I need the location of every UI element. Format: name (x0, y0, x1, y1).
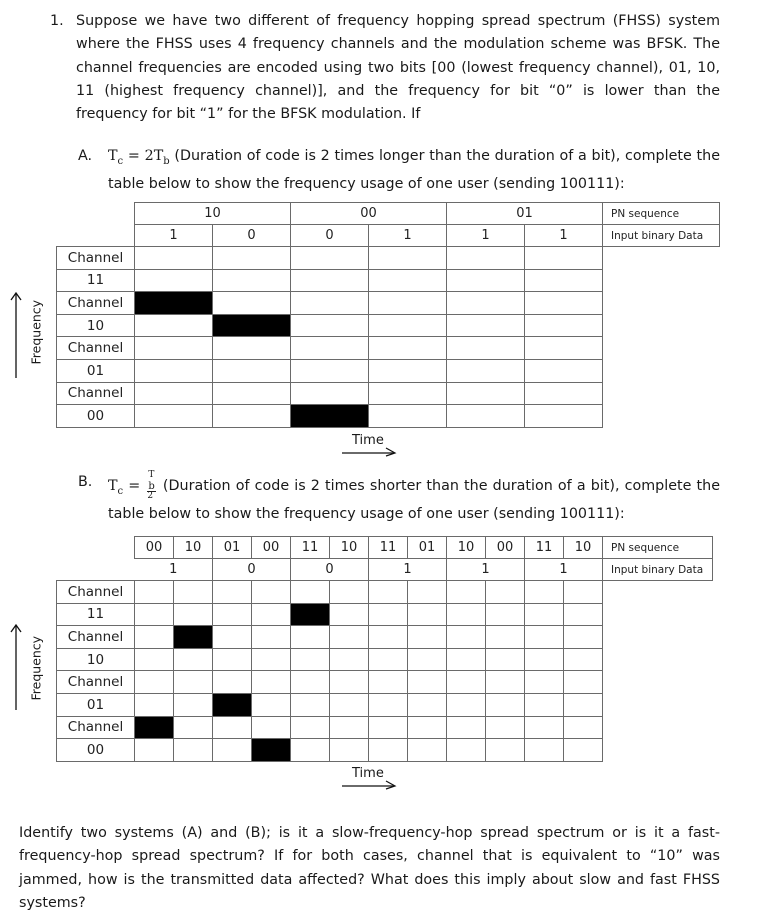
grid-cell[interactable] (213, 292, 291, 315)
input-bit-cell[interactable]: 0 (291, 225, 369, 247)
grid-cell[interactable] (447, 671, 486, 694)
time-axis-label: Time (352, 766, 384, 781)
grid-cell[interactable] (174, 693, 213, 716)
part-a-text (78, 145, 720, 196)
grid-cell[interactable] (564, 693, 603, 716)
grid-cell[interactable] (369, 292, 447, 315)
pn-sequence-label: PN sequence (603, 203, 720, 225)
pn-cell[interactable]: 11 (525, 537, 564, 559)
grid-cell[interactable] (330, 603, 369, 626)
grid-cell[interactable] (486, 603, 525, 626)
grid-cell[interactable] (291, 314, 369, 337)
channel-label: 01 (57, 359, 135, 382)
input-data-label: Input binary Data (603, 225, 720, 247)
grid-cell[interactable] (174, 648, 213, 671)
grid-cell[interactable] (525, 314, 603, 337)
channel-label: Channel (57, 382, 135, 405)
grid-cell[interactable] (135, 693, 174, 716)
grid-cell[interactable] (486, 739, 525, 762)
grid-cell[interactable] (330, 581, 369, 604)
grid-cell[interactable] (369, 626, 408, 649)
grid-cell[interactable] (291, 359, 369, 382)
grid-cell[interactable] (213, 247, 291, 270)
grid-cell[interactable] (447, 247, 525, 270)
part-b-label: B. (78, 474, 93, 490)
grid-cell[interactable] (447, 269, 525, 292)
input-bit-cell[interactable]: 0 (213, 225, 291, 247)
grid-cell[interactable] (213, 382, 291, 405)
grid-cell[interactable] (330, 626, 369, 649)
grid-cell[interactable] (135, 247, 213, 270)
pn-cell[interactable]: 11 (369, 537, 408, 559)
part-b-equation: $T_c$ = T $_b$ 2 (108, 470, 155, 501)
grid-cell[interactable] (369, 648, 408, 671)
grid-cell[interactable] (525, 292, 603, 315)
grid-cell[interactable] (525, 405, 603, 428)
grid-cell[interactable] (174, 739, 213, 762)
input-bit-cell[interactable]: 1 (369, 225, 447, 247)
pn-cell[interactable]: 10 (330, 537, 369, 559)
grid-cell[interactable] (369, 603, 408, 626)
grid-cell[interactable] (330, 716, 369, 739)
grid-cell[interactable] (369, 382, 447, 405)
grid-cell[interactable] (213, 337, 291, 360)
grid-cell[interactable] (252, 603, 291, 626)
grid-cell[interactable] (135, 739, 174, 762)
grid-cell[interactable] (408, 603, 447, 626)
frequency-axis-label: Frequency (28, 635, 44, 701)
grid-cell[interactable] (525, 716, 564, 739)
grid-cell[interactable] (525, 247, 603, 270)
pn-cell[interactable]: 11 (291, 537, 330, 559)
channel-label: 11 (57, 603, 135, 626)
pn-cell[interactable]: 01 (213, 537, 252, 559)
grid-cell[interactable] (213, 405, 291, 428)
grid-cell[interactable] (291, 581, 330, 604)
grid-cell[interactable] (213, 603, 252, 626)
grid-cell[interactable] (486, 716, 525, 739)
grid-cell[interactable] (447, 693, 486, 716)
grid-cell[interactable] (135, 337, 213, 360)
grid-cell[interactable] (252, 739, 291, 762)
grid-cell[interactable] (564, 626, 603, 649)
channel-label: 10 (57, 648, 135, 671)
pn-cell[interactable]: 00 (486, 537, 525, 559)
grid-cell[interactable] (135, 382, 213, 405)
grid-cell[interactable] (447, 337, 525, 360)
input-bit-cell[interactable]: 1 (369, 559, 447, 581)
grid-cell[interactable] (291, 382, 369, 405)
pn-cell[interactable]: 00 (135, 537, 174, 559)
grid-cell[interactable] (213, 314, 291, 337)
grid-cell[interactable] (291, 693, 330, 716)
time-axis-label: Time (352, 433, 384, 448)
grid-cell[interactable] (135, 405, 213, 428)
grid-cell[interactable] (291, 292, 369, 315)
pn-cell[interactable]: 01 (408, 537, 447, 559)
grid-cell[interactable] (213, 359, 291, 382)
grid-cell[interactable] (486, 626, 525, 649)
grid-cell[interactable] (291, 671, 330, 694)
grid-cell[interactable] (174, 603, 213, 626)
time-arrow-icon (340, 778, 400, 790)
grid-cell[interactable] (525, 382, 603, 405)
frequency-arrow-icon (6, 290, 26, 380)
part-b-description: (Duration of code is 2 times shorter than the duration of a bit), complete the table below to show the frequency usage of one user (sending 100111): (108, 477, 720, 523)
grid-cell[interactable] (291, 405, 369, 428)
grid-cell[interactable] (447, 292, 525, 315)
pn-cell[interactable]: 10 (135, 203, 291, 225)
grid-cell[interactable] (174, 626, 213, 649)
grid-cell[interactable] (525, 337, 603, 360)
grid-cell[interactable] (408, 626, 447, 649)
grid-cell[interactable] (135, 581, 174, 604)
grid-cell[interactable] (135, 648, 174, 671)
grid-cell[interactable] (213, 693, 252, 716)
grid-cell[interactable] (330, 739, 369, 762)
pn-sequence-label: PN sequence (603, 537, 713, 559)
grid-cell[interactable] (369, 314, 447, 337)
grid-cell[interactable] (330, 693, 369, 716)
grid-cell[interactable] (252, 581, 291, 604)
grid-cell[interactable] (291, 247, 369, 270)
question-number: 1. (50, 13, 64, 29)
grid-cell[interactable] (369, 269, 447, 292)
channel-label: Channel (57, 626, 135, 649)
grid-cell[interactable] (213, 648, 252, 671)
frequency-arrow-icon (6, 622, 26, 712)
channel-label: 00 (57, 405, 135, 428)
grid-cell[interactable] (447, 581, 486, 604)
grid-cell[interactable] (564, 716, 603, 739)
pn-cell[interactable]: 00 (252, 537, 291, 559)
table-a (56, 202, 720, 428)
grid-cell[interactable] (213, 269, 291, 292)
grid-cell[interactable] (525, 626, 564, 649)
grid-cell[interactable] (369, 581, 408, 604)
grid-cell[interactable] (291, 648, 330, 671)
channel-label: Channel (57, 671, 135, 694)
grid-cell[interactable] (564, 739, 603, 762)
grid-cell[interactable] (291, 269, 369, 292)
pn-cell[interactable]: 10 (564, 537, 603, 559)
pn-cell[interactable]: 00 (291, 203, 447, 225)
part-a-label: A. (78, 148, 93, 164)
channel-label: 10 (57, 314, 135, 337)
grid-cell[interactable] (564, 581, 603, 604)
grid-cell[interactable] (408, 648, 447, 671)
input-bit-cell[interactable]: 1 (525, 225, 603, 247)
time-arrow-icon (340, 445, 400, 457)
grid-cell[interactable] (525, 693, 564, 716)
input-bit-cell[interactable]: 1 (135, 559, 213, 581)
channel-label: Channel (57, 337, 135, 360)
grid-cell[interactable] (369, 405, 447, 428)
grid-cell[interactable] (174, 581, 213, 604)
grid-cell[interactable] (447, 603, 486, 626)
grid-cell[interactable] (135, 671, 174, 694)
input-bit-cell[interactable]: 0 (291, 559, 369, 581)
grid-cell[interactable] (486, 648, 525, 671)
channel-label: 00 (57, 739, 135, 762)
grid-cell[interactable] (252, 648, 291, 671)
grid-cell[interactable] (291, 739, 330, 762)
grid-cell[interactable] (369, 671, 408, 694)
grid-cell[interactable] (486, 693, 525, 716)
channel-label: Channel (57, 581, 135, 604)
grid-cell[interactable] (135, 603, 174, 626)
channel-label: Channel (57, 716, 135, 739)
grid-cell[interactable] (408, 581, 447, 604)
grid-cell[interactable] (330, 671, 369, 694)
table-b (56, 536, 713, 762)
grid-cell[interactable] (525, 603, 564, 626)
grid-cell[interactable] (447, 648, 486, 671)
grid-cell[interactable] (291, 716, 330, 739)
grid-cell[interactable] (369, 337, 447, 360)
grid-cell[interactable] (135, 269, 213, 292)
grid-cell[interactable] (408, 693, 447, 716)
grid-cell[interactable] (408, 671, 447, 694)
channel-label: Channel (57, 292, 135, 315)
grid-cell[interactable] (291, 626, 330, 649)
grid-cell[interactable] (525, 581, 564, 604)
input-data-label: Input binary Data (603, 559, 713, 581)
input-bit-cell[interactable]: 0 (213, 559, 291, 581)
pn-cell[interactable]: 01 (447, 203, 603, 225)
grid-cell[interactable] (447, 382, 525, 405)
input-bit-cell[interactable]: 1 (447, 559, 525, 581)
channel-grid-a (57, 247, 720, 428)
grid-cell[interactable] (525, 648, 564, 671)
grid-cell[interactable] (213, 626, 252, 649)
grid-cell[interactable] (330, 648, 369, 671)
grid-cell[interactable] (135, 292, 213, 315)
grid-cell[interactable] (135, 359, 213, 382)
grid-cell[interactable] (369, 247, 447, 270)
grid-cell[interactable] (564, 603, 603, 626)
part-a-equation: $T_c = 2T_b$ (108, 148, 170, 167)
grid-cell[interactable] (369, 359, 447, 382)
grid-cell[interactable] (291, 337, 369, 360)
grid-cell[interactable] (135, 314, 213, 337)
final-question: Identify two systems (A) and (B); is it a slow-frequency-hop spread spectrum or is it a fast-frequency-hop spread spectrum? If for both cases, channel that is equivalent to “10” was jammed, how is the transmitted data affected? What does this imply about slow and fast FHSS systems? (19, 825, 720, 911)
channel-label: 01 (57, 693, 135, 716)
grid-cell[interactable] (213, 671, 252, 694)
input-bit-cell[interactable]: 1 (135, 225, 213, 247)
grid-cell[interactable] (369, 693, 408, 716)
input-bit-cell[interactable]: 1 (447, 225, 525, 247)
grid-cell[interactable] (447, 716, 486, 739)
channel-label: Channel (57, 247, 135, 270)
grid-cell[interactable] (447, 359, 525, 382)
frequency-axis-label: Frequency (28, 299, 44, 365)
grid-cell[interactable] (369, 739, 408, 762)
grid-cell[interactable] (213, 739, 252, 762)
part-b-text (78, 470, 720, 526)
grid-cell[interactable] (135, 716, 174, 739)
channel-label: 11 (57, 269, 135, 292)
pn-cell[interactable]: 10 (174, 537, 213, 559)
question-intro: Suppose we have two different of frequency hopping spread spectrum (FHSS) system where the FHSS uses 4 frequency channels and the modulation scheme was BFSK. The channel frequencies are encoded using two bits [00 (lowest frequency channel), 01, 10, 11 (highest frequency channel)], and the frequency for bit “0” is lower than the frequency for bit “1” for the BFSK modulation. If (76, 13, 720, 123)
grid-cell[interactable] (486, 671, 525, 694)
grid-cell[interactable] (174, 716, 213, 739)
grid-cell[interactable] (447, 739, 486, 762)
grid-cell[interactable] (252, 671, 291, 694)
grid-cell[interactable] (564, 671, 603, 694)
input-bit-cell[interactable]: 1 (525, 559, 603, 581)
channel-grid-b (57, 581, 713, 762)
grid-cell[interactable] (213, 581, 252, 604)
part-a-description: (Duration of code is 2 times longer than the duration of a bit), complete the table below to show the frequency usage of one user (sending 100111): (108, 148, 720, 193)
grid-cell[interactable] (174, 671, 213, 694)
grid-cell[interactable] (252, 626, 291, 649)
grid-cell[interactable] (564, 648, 603, 671)
grid-cell[interactable] (447, 626, 486, 649)
grid-cell[interactable] (447, 314, 525, 337)
pn-cell[interactable]: 10 (447, 537, 486, 559)
grid-cell[interactable] (408, 739, 447, 762)
grid-cell[interactable] (486, 581, 525, 604)
grid-cell[interactable] (213, 716, 252, 739)
grid-cell[interactable] (252, 716, 291, 739)
grid-cell[interactable] (408, 716, 447, 739)
grid-cell[interactable] (525, 359, 603, 382)
grid-cell[interactable] (447, 405, 525, 428)
grid-cell[interactable] (291, 603, 330, 626)
grid-cell[interactable] (252, 693, 291, 716)
grid-cell[interactable] (525, 671, 564, 694)
grid-cell[interactable] (525, 739, 564, 762)
grid-cell[interactable] (525, 269, 603, 292)
grid-cell[interactable] (135, 626, 174, 649)
grid-cell[interactable] (369, 716, 408, 739)
